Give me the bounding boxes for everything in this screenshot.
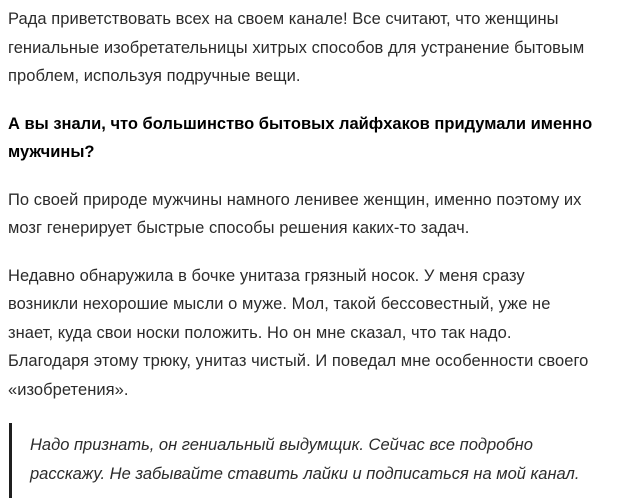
quote-line: Надо признать, он гениальный выдумщик. Сейчас все подробно xyxy=(30,436,533,454)
text-line: А вы знали, что большинство бытовых лайфхаков придумали именно xyxy=(8,114,593,133)
text-line: проблем, используя подручные вещи. xyxy=(8,67,301,85)
quote-block xyxy=(9,423,578,498)
text-line: По своей природе мужчины намного ленивее женщин, именно поэтому их xyxy=(8,190,582,209)
text-line: мужчины? xyxy=(8,143,95,161)
story-paragraph xyxy=(8,262,618,405)
text-line: «изобретения». xyxy=(8,380,129,399)
quote-line: расскажу. Не забывайте ставить лайки и подписаться на мой канал. xyxy=(30,464,580,483)
text-line: Благодаря этому трюку, унитаз чистый. И поведал мне особенности своего xyxy=(8,352,589,370)
text-line: знает, куда свои носки положить. Но он мне сказал, что так надо. xyxy=(8,323,512,342)
text-line: Недавно обнаружила в бочке унитаза грязный носок. У меня сразу xyxy=(8,266,525,285)
nature-paragraph xyxy=(8,186,618,243)
question-heading xyxy=(8,110,618,167)
text-line: гениальные изобретательницы хитрых способов для устранение бытовым xyxy=(8,38,585,57)
intro-paragraph xyxy=(8,5,618,91)
text-line: Рада приветствовать всех на своем канале! Все считают, что женщины xyxy=(8,10,559,28)
text-line: мозг генерирует быстрые способы решения каких-то задач. xyxy=(8,219,470,237)
text-line: возникли нехорошие мысли о муже. Мол, такой бессовестный, уже не xyxy=(8,295,551,313)
